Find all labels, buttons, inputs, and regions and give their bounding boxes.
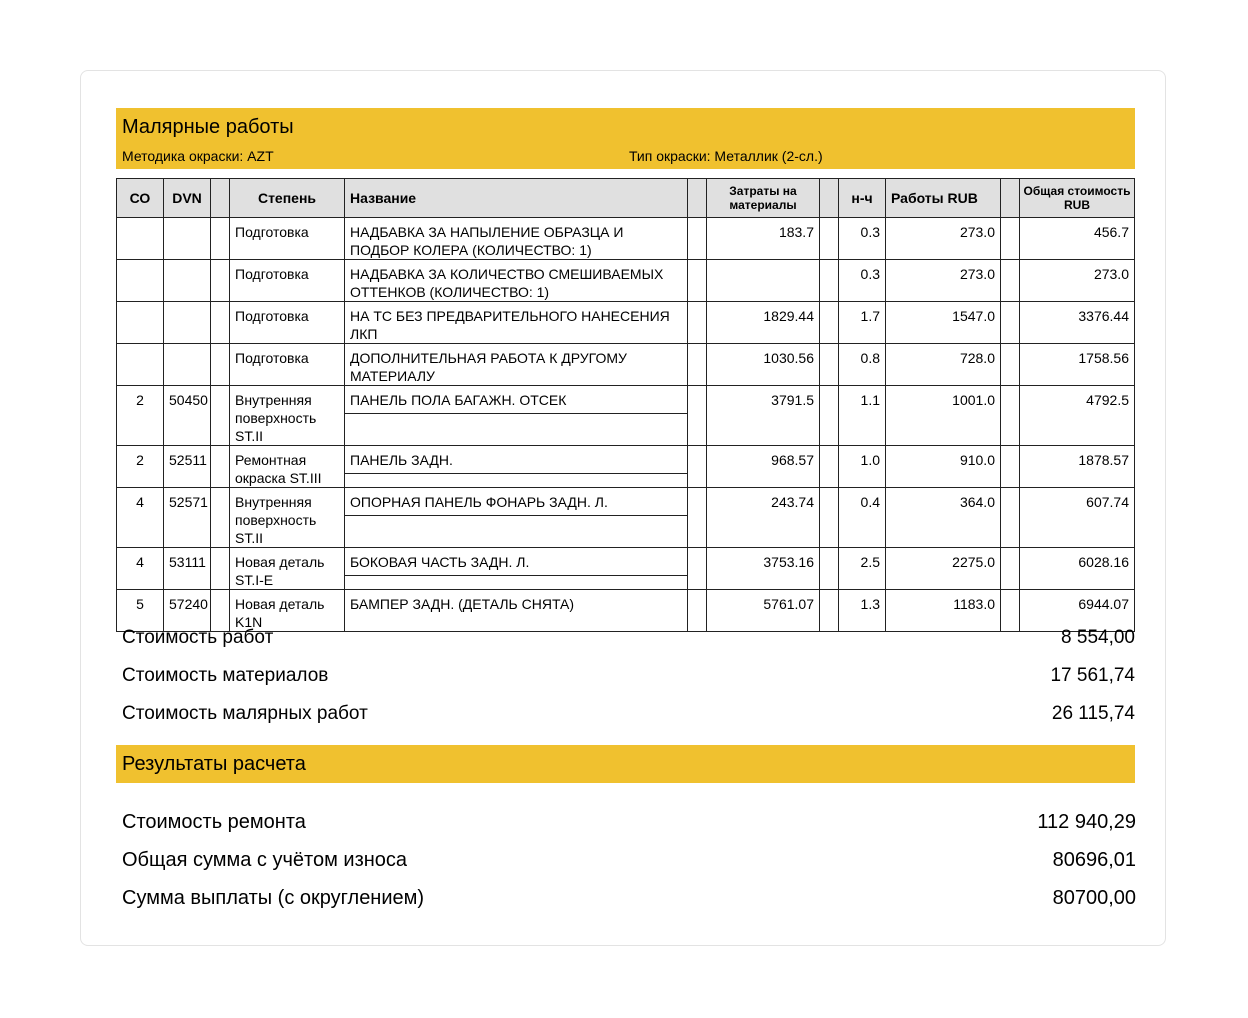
cell-total-text: 6028.16 bbox=[1078, 554, 1129, 570]
cell-spacer bbox=[820, 446, 839, 488]
cell-stage bbox=[230, 260, 345, 302]
cell-spacer bbox=[211, 386, 230, 446]
cell-stage bbox=[230, 386, 345, 446]
col-co: СО bbox=[117, 179, 164, 218]
cell-stage-text: Подготовка bbox=[235, 224, 309, 240]
cell-name-text: ОПОРНАЯ ПАНЕЛЬ ФОНАРЬ ЗАДН. Л. bbox=[350, 494, 608, 510]
cell-stage-text: Новая деталь K1N bbox=[235, 596, 325, 630]
cell-spacer bbox=[1001, 260, 1020, 302]
cell-spacer bbox=[1001, 302, 1020, 344]
cell-spacer bbox=[1001, 386, 1020, 446]
cell-co bbox=[117, 218, 164, 260]
results-header bbox=[116, 745, 1135, 783]
cell-materials bbox=[707, 344, 820, 386]
cell-spacer bbox=[688, 218, 707, 260]
cell-stage bbox=[230, 302, 345, 344]
summary-materials-value: 17 561,74 bbox=[1050, 665, 1135, 686]
cell-materials-text: 5761.07 bbox=[763, 596, 814, 612]
cell-total-text: 607.74 bbox=[1086, 494, 1129, 510]
cell-spacer bbox=[211, 590, 230, 632]
cell-dvn bbox=[164, 590, 211, 632]
cell-name bbox=[345, 446, 688, 488]
cell-works-text: 273.0 bbox=[959, 266, 995, 282]
cell-materials-text: 3753.16 bbox=[763, 554, 814, 570]
cell-hours-text: 1.0 bbox=[860, 452, 880, 468]
cell-total bbox=[1020, 386, 1135, 446]
cell-co bbox=[117, 386, 164, 446]
cell-spacer bbox=[820, 386, 839, 446]
result-wear-value: 80696,01 bbox=[1052, 849, 1136, 871]
summary-paint bbox=[122, 703, 1135, 725]
cell-name-text: ДОПОЛНИТЕЛЬНАЯ РАБОТА К ДРУГОМУ МАТЕРИАЛУ bbox=[350, 350, 627, 384]
cell-co-text bbox=[117, 218, 163, 223]
name-divider bbox=[345, 473, 687, 474]
result-payout-value: 80700,00 bbox=[1052, 887, 1136, 909]
cell-name bbox=[345, 548, 688, 590]
cell-spacer bbox=[820, 548, 839, 590]
cell-spacer bbox=[688, 488, 707, 548]
cell-stage bbox=[230, 218, 345, 260]
cell-spacer bbox=[211, 302, 230, 344]
cell-hours bbox=[839, 218, 886, 260]
col-dvn: DVN bbox=[164, 179, 211, 218]
cell-spacer bbox=[211, 260, 230, 302]
cell-spacer bbox=[1001, 218, 1020, 260]
cell-hours bbox=[839, 302, 886, 344]
cell-hours-text: 0.3 bbox=[860, 224, 880, 240]
cell-stage bbox=[230, 446, 345, 488]
result-repair-label: Стоимость ремонта bbox=[122, 811, 306, 833]
cell-total-text: 6944.07 bbox=[1078, 596, 1129, 612]
cell-hours-text: 1.3 bbox=[860, 596, 880, 612]
result-wear-label: Общая сумма с учётом износа bbox=[122, 849, 408, 871]
cell-total bbox=[1020, 302, 1135, 344]
cell-spacer bbox=[211, 548, 230, 590]
col-spacer bbox=[820, 179, 839, 218]
table-row bbox=[117, 488, 1135, 548]
cell-spacer bbox=[820, 302, 839, 344]
cell-works-text: 1001.0 bbox=[952, 392, 995, 408]
cell-spacer bbox=[1001, 488, 1020, 548]
cell-works bbox=[886, 548, 1001, 590]
cell-spacer bbox=[820, 488, 839, 548]
paint-method: Методика окраски: AZT bbox=[122, 148, 274, 164]
cell-materials bbox=[707, 590, 820, 632]
result-wear bbox=[122, 849, 1136, 872]
summary-paint-value: 26 115,74 bbox=[1051, 703, 1135, 724]
cell-stage-text: Подготовка bbox=[235, 308, 309, 324]
col-materials: Затраты на материалы bbox=[707, 179, 820, 218]
table-row bbox=[117, 218, 1135, 260]
summary-materials-label: Стоимость материалов bbox=[122, 665, 329, 686]
cell-spacer bbox=[688, 446, 707, 488]
cell-dvn-text bbox=[164, 302, 210, 307]
cell-stage-text: Внутренняя поверхность ST.II bbox=[235, 494, 317, 546]
cell-works-text: 273.0 bbox=[959, 224, 995, 240]
cell-hours-text: 0.8 bbox=[860, 350, 880, 366]
summary-works bbox=[122, 627, 1135, 649]
cell-works bbox=[886, 260, 1001, 302]
table-row bbox=[117, 260, 1135, 302]
table-row bbox=[117, 302, 1135, 344]
results-title: Результаты расчета bbox=[122, 753, 306, 775]
cell-dvn bbox=[164, 386, 211, 446]
cell-dvn bbox=[164, 446, 211, 488]
cell-dvn-text: 57240 bbox=[169, 596, 208, 612]
cell-total bbox=[1020, 590, 1135, 632]
cell-stage-text: Ремонтная окраска ST.III bbox=[235, 452, 322, 486]
cell-co-text bbox=[117, 302, 163, 307]
cell-dvn-text: 53111 bbox=[169, 554, 206, 570]
cell-hours bbox=[839, 344, 886, 386]
cell-hours bbox=[839, 590, 886, 632]
cell-materials bbox=[707, 302, 820, 344]
cell-spacer bbox=[1001, 590, 1020, 632]
summary-paint-label: Стоимость малярных работ bbox=[122, 703, 368, 724]
cell-co-text: 4 bbox=[136, 554, 144, 570]
cell-name-text: НА ТС БЕЗ ПРЕДВАРИТЕЛЬНОГО НАНЕСЕНИЯ ЛКП bbox=[350, 308, 670, 342]
cell-materials-text: 183.7 bbox=[778, 224, 814, 240]
cell-dvn bbox=[164, 488, 211, 548]
cell-name-text: ПАНЕЛЬ ЗАДН. bbox=[350, 452, 453, 468]
name-divider bbox=[345, 413, 687, 414]
section-title: Малярные работы bbox=[122, 116, 294, 138]
cell-materials bbox=[707, 218, 820, 260]
cell-works bbox=[886, 302, 1001, 344]
cell-co bbox=[117, 260, 164, 302]
cell-hours bbox=[839, 260, 886, 302]
cell-stage bbox=[230, 548, 345, 590]
name-divider bbox=[345, 515, 687, 516]
cell-total-text: 1758.56 bbox=[1078, 350, 1129, 366]
cell-co-text: 2 bbox=[136, 452, 144, 468]
cell-co bbox=[117, 344, 164, 386]
table-row bbox=[117, 386, 1135, 446]
cell-name bbox=[345, 218, 688, 260]
cell-spacer bbox=[688, 302, 707, 344]
cell-materials-text bbox=[707, 260, 819, 265]
cell-hours bbox=[839, 548, 886, 590]
cell-name-text: ПАНЕЛЬ ПОЛА БАГАЖН. ОТСЕК bbox=[350, 392, 567, 408]
col-name: Название bbox=[345, 179, 688, 218]
cell-hours-text: 1.7 bbox=[860, 308, 880, 324]
cell-materials-text: 968.57 bbox=[771, 452, 814, 468]
cell-name-text: БОКОВАЯ ЧАСТЬ ЗАДН. Л. bbox=[350, 554, 530, 570]
cell-spacer bbox=[820, 218, 839, 260]
table-row bbox=[117, 548, 1135, 590]
cell-total bbox=[1020, 260, 1135, 302]
cell-spacer bbox=[688, 260, 707, 302]
cell-name bbox=[345, 590, 688, 632]
painting-header bbox=[116, 108, 1135, 169]
cell-stage-text: Внутренняя поверхность ST.II bbox=[235, 392, 317, 444]
cell-hours bbox=[839, 446, 886, 488]
cell-dvn-text bbox=[164, 260, 210, 265]
cell-hours bbox=[839, 386, 886, 446]
cell-dvn-text: 50450 bbox=[169, 392, 208, 408]
cell-total-text: 4792.5 bbox=[1086, 392, 1129, 408]
cell-co bbox=[117, 548, 164, 590]
cell-co bbox=[117, 590, 164, 632]
result-repair bbox=[122, 811, 1136, 834]
cell-dvn bbox=[164, 260, 211, 302]
table-row bbox=[117, 446, 1135, 488]
cell-stage bbox=[230, 344, 345, 386]
cell-total-text: 3376.44 bbox=[1078, 308, 1129, 324]
cell-co-text: 2 bbox=[136, 392, 144, 408]
col-spacer bbox=[211, 179, 230, 218]
cell-spacer bbox=[211, 218, 230, 260]
cell-co-text: 4 bbox=[136, 494, 144, 510]
cell-spacer bbox=[688, 344, 707, 386]
cell-dvn bbox=[164, 548, 211, 590]
cell-spacer bbox=[211, 446, 230, 488]
cell-materials-text: 1030.56 bbox=[763, 350, 814, 366]
cell-works bbox=[886, 344, 1001, 386]
painting-works-table bbox=[116, 178, 1135, 632]
cell-total bbox=[1020, 548, 1135, 590]
cell-co-text bbox=[117, 260, 163, 265]
cell-spacer bbox=[1001, 446, 1020, 488]
cell-hours-text: 0.3 bbox=[860, 266, 880, 282]
cell-spacer bbox=[1001, 344, 1020, 386]
cell-total bbox=[1020, 446, 1135, 488]
cell-works bbox=[886, 386, 1001, 446]
cell-total bbox=[1020, 218, 1135, 260]
cell-stage bbox=[230, 590, 345, 632]
cell-stage-text: Подготовка bbox=[235, 350, 309, 366]
result-payout bbox=[122, 887, 1136, 910]
cell-spacer bbox=[688, 548, 707, 590]
cell-dvn-text: 52571 bbox=[169, 494, 208, 510]
cell-works bbox=[886, 590, 1001, 632]
cell-name-text: НАДБАВКА ЗА НАПЫЛЕНИЕ ОБРАЗЦА И ПОДБОР КОЛЕРА (КОЛИЧЕСТВО: 1) bbox=[350, 224, 624, 258]
cell-spacer bbox=[688, 590, 707, 632]
cell-materials bbox=[707, 260, 820, 302]
cell-materials bbox=[707, 446, 820, 488]
cell-total bbox=[1020, 344, 1135, 386]
cell-dvn-text: 52511 bbox=[169, 452, 207, 468]
cell-materials-text: 3791.5 bbox=[771, 392, 814, 408]
cell-dvn bbox=[164, 218, 211, 260]
cell-hours-text: 2.5 bbox=[860, 554, 880, 570]
cell-spacer bbox=[820, 344, 839, 386]
cell-name bbox=[345, 302, 688, 344]
cell-dvn bbox=[164, 344, 211, 386]
cell-co-text bbox=[117, 344, 163, 349]
cell-works-text: 728.0 bbox=[959, 350, 995, 366]
cell-dvn-text bbox=[164, 218, 210, 223]
cell-materials bbox=[707, 386, 820, 446]
cell-works-text: 910.0 bbox=[959, 452, 995, 468]
cell-materials-text: 243.74 bbox=[771, 494, 814, 510]
cell-dvn-text bbox=[164, 344, 210, 349]
cell-works-text: 364.0 bbox=[959, 494, 995, 510]
cell-co bbox=[117, 488, 164, 548]
cell-hours-text: 1.1 bbox=[860, 392, 880, 408]
cell-materials bbox=[707, 488, 820, 548]
cell-works-text: 1183.0 bbox=[953, 596, 995, 612]
col-works: Работы RUB bbox=[886, 179, 1001, 218]
cell-dvn bbox=[164, 302, 211, 344]
summary-materials bbox=[122, 665, 1135, 687]
cell-spacer bbox=[820, 260, 839, 302]
cell-works bbox=[886, 218, 1001, 260]
cell-name-text: НАДБАВКА ЗА КОЛИЧЕСТВО СМЕШИВАЕМЫХ ОТТЕНКОВ (КОЛИЧЕСТВО: 1) bbox=[350, 266, 664, 300]
table-row bbox=[117, 590, 1135, 632]
cell-total-text: 273.0 bbox=[1093, 266, 1129, 282]
cell-co-text: 5 bbox=[136, 596, 144, 612]
cell-materials bbox=[707, 548, 820, 590]
cell-spacer bbox=[688, 386, 707, 446]
col-total: Общая стоимость RUB bbox=[1020, 179, 1135, 218]
col-spacer bbox=[1001, 179, 1020, 218]
cell-works-text: 1547.0 bbox=[952, 308, 995, 324]
cell-works bbox=[886, 488, 1001, 548]
cell-works-text: 2275.0 bbox=[952, 554, 995, 570]
cell-name bbox=[345, 386, 688, 446]
cell-co bbox=[117, 446, 164, 488]
cell-materials-text: 1829.44 bbox=[763, 308, 814, 324]
summary-works-value: 8 554,00 bbox=[1061, 627, 1135, 648]
paint-type: Тип окраски: Металлик (2-сл.) bbox=[629, 148, 823, 164]
cell-name bbox=[345, 260, 688, 302]
cell-spacer bbox=[211, 488, 230, 548]
cell-total bbox=[1020, 488, 1135, 548]
cell-name-text: БАМПЕР ЗАДН. (ДЕТАЛЬ СНЯТА) bbox=[350, 596, 575, 612]
cell-stage-text: Новая деталь ST.I-E bbox=[235, 554, 325, 588]
cell-stage bbox=[230, 488, 345, 548]
summary-works-label: Стоимость работ bbox=[122, 627, 274, 648]
cell-hours-text: 0.4 bbox=[860, 494, 880, 510]
cell-spacer bbox=[820, 590, 839, 632]
cell-spacer bbox=[211, 344, 230, 386]
cell-co bbox=[117, 302, 164, 344]
col-spacer bbox=[688, 179, 707, 218]
cell-spacer bbox=[1001, 548, 1020, 590]
cell-total-text: 456.7 bbox=[1093, 224, 1129, 240]
result-repair-value: 112 940,29 bbox=[1037, 811, 1136, 833]
col-stage: Степень bbox=[230, 179, 345, 218]
result-payout-label: Сумма выплаты (с округлением) bbox=[122, 887, 425, 909]
cell-hours bbox=[839, 488, 886, 548]
col-hours: н-ч bbox=[839, 179, 886, 218]
cell-name bbox=[345, 488, 688, 548]
cell-name bbox=[345, 344, 688, 386]
cell-stage-text: Подготовка bbox=[235, 266, 309, 282]
name-divider bbox=[345, 575, 687, 576]
table-row bbox=[117, 344, 1135, 386]
cell-total-text: 1878.57 bbox=[1078, 452, 1129, 468]
cell-works bbox=[886, 446, 1001, 488]
